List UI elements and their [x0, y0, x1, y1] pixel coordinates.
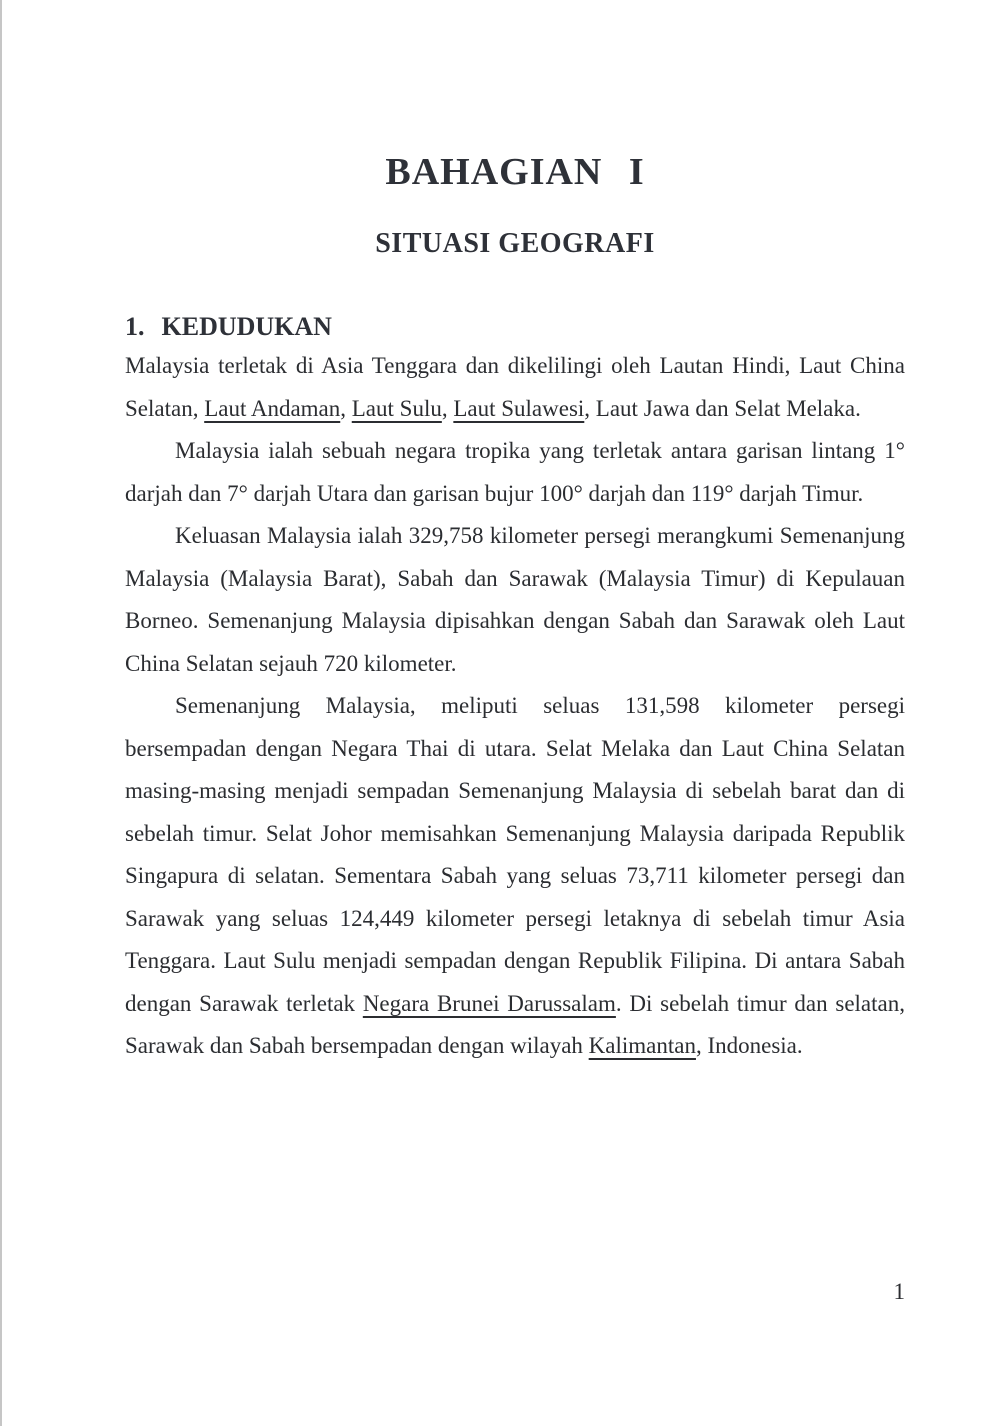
- paragraph-kedudukan-1: [125, 345, 905, 430]
- document-subtitle: SITUASI GEOGRAFI: [375, 228, 655, 259]
- document-title: BAHAGIAN I: [385, 151, 645, 193]
- page-edge-line: [0, 0, 2, 1426]
- text-run: ,: [340, 395, 352, 421]
- underlined-term: Kalimantan: [588, 1033, 696, 1058]
- section-number: 1.: [125, 312, 145, 341]
- section-title: KEDUDUKAN: [161, 312, 332, 341]
- underlined-term: Negara Brunei Darussalam: [362, 990, 616, 1016]
- paragraph-kedudukan-4: [125, 685, 905, 1068]
- text-run: . Di sebelah timur dan selatan, Sarawak dan Sabah bersempadan dengan wilayah: [125, 990, 905, 1058]
- page-number: 1: [893, 1279, 905, 1304]
- text-run: Malaysia ialah sebuah negara tropika yang terletak antara garisan lintang 1° darjah dan 7° darjah Utara dan garisan bujur 100° darjah dan 119° darjah Timur.: [125, 438, 905, 506]
- underlined-term: Laut Sulawesi: [453, 395, 585, 421]
- text-run: , Indonesia.: [695, 1033, 803, 1058]
- text-run: Keluasan Malaysia ialah 329,758 kilometer persegi merangkumi Semenanjung Malaysia (Malaysia Barat), Sabah dan Sarawak (Malaysia Timur) di Kepulauan Borneo. Semenanjung Malaysia dipisahkan dengan Sabah dan Sarawak oleh Laut China Selatan sejauh 720 kilometer.: [125, 523, 905, 676]
- text-run: Semenanjung Malaysia, meliputi seluas 131,598 kilometer persegi bersempadan dengan Negara Thai di utara. Selat Melaka dan Laut China Selatan masing-masing menjadi sempadan Semenanjung Malaysia di sebelah barat dan di sebelah timur. Selat Johor memisahkan Semenanjung Malaysia daripada Republik Singapura di selatan. Sementara Sabah yang seluas 73,711 kilometer persegi dan Sarawak yang seluas 124,449 kilometer persegi letaknya di sebelah timur Asia Tenggara. Laut Sulu menjadi sempadan dengan Republik Filipina. Di antara Sabah dengan Sarawak terletak: [125, 693, 905, 1016]
- paragraph-kedudukan-2: [125, 430, 905, 515]
- text-run: , Laut Jawa dan Selat Melaka.: [584, 395, 861, 421]
- underlined-term: Laut Andaman: [204, 395, 341, 421]
- text-run: ,: [441, 395, 454, 421]
- section-heading: [125, 311, 905, 343]
- body-text: [125, 345, 905, 1068]
- paragraph-kedudukan-3: [125, 515, 905, 685]
- underlined-term: Laut Sulu: [351, 395, 442, 421]
- text-run: Malaysia terletak di Asia Tenggara dan dikelilingi oleh Lautan Hindi, Laut China Selatan,: [125, 353, 905, 421]
- page-content: [125, 0, 905, 1068]
